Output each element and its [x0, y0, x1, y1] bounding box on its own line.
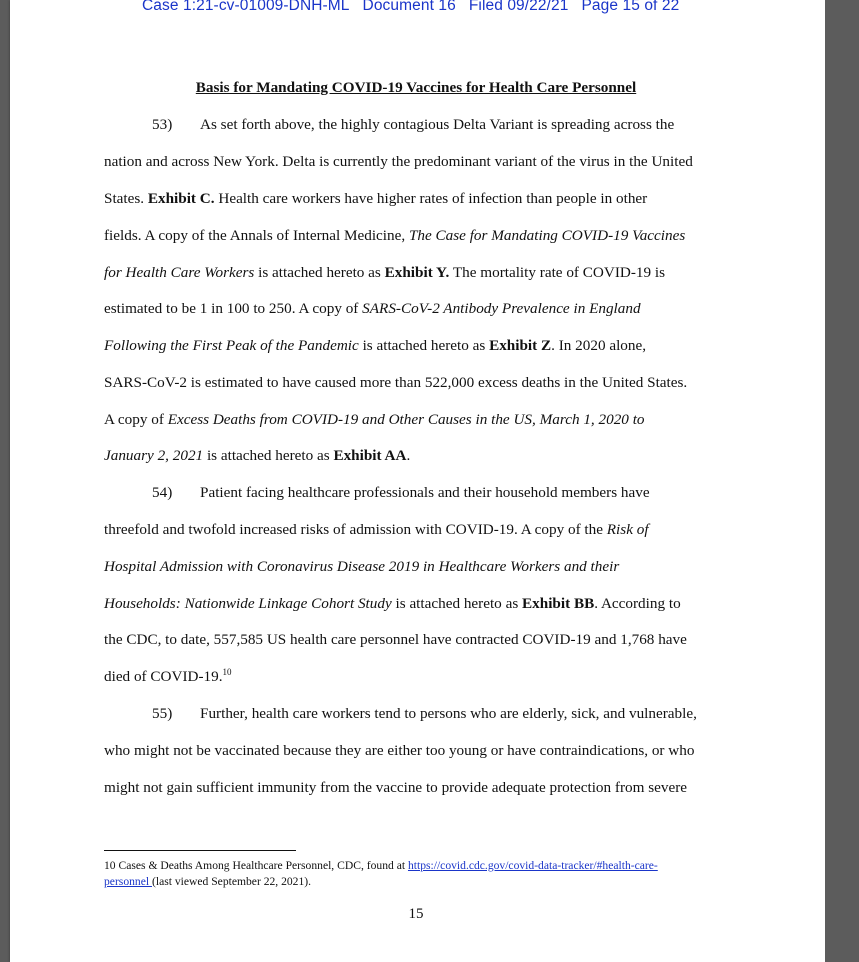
text: Patient facing healthcare professionals and their household members have — [200, 484, 650, 501]
text: fields. A copy of the Annals of Internal Medicine, — [104, 227, 409, 244]
exhibit-aa-ref: Exhibit AA — [333, 447, 407, 464]
paragraph-54-line-4 — [104, 595, 681, 613]
paragraph-54-line-6 — [104, 668, 232, 686]
text: As set forth above, the highly contagious Delta Variant is spreading across the — [200, 116, 675, 133]
exhibit-bb-ref: Exhibit BB — [522, 595, 595, 612]
text: is attached hereto as — [391, 595, 523, 612]
text: Health care workers have higher rates of infection than people in other — [214, 190, 648, 207]
text: Further, health care workers tend to persons who are elderly, sick, and vulnerable, — [200, 705, 697, 722]
text: died of COVID-19. — [104, 668, 223, 685]
paragraph-53-line-7 — [104, 337, 646, 355]
citation-title: Excess Deaths from COVID-19 and Other Causes in the US, March 1, 2020 to — [167, 411, 645, 428]
text: States. — [104, 190, 148, 207]
citation-title: January 2, 2021 — [104, 447, 204, 464]
text: who might not be vaccinated because they are either too young or have contraindications, or who — [104, 742, 695, 759]
paragraph-53-line-3 — [104, 190, 647, 208]
paragraph-number: 53) — [152, 116, 173, 133]
text: The mortality rate of COVID-19 is — [449, 264, 666, 281]
text: is attached hereto as — [254, 264, 385, 281]
text: . In 2020 alone, — [551, 337, 647, 354]
exhibit-z-ref: Exhibit Z — [489, 337, 552, 354]
paragraph-53-line-6 — [104, 300, 641, 318]
paragraph-number: 54) — [152, 484, 173, 501]
paragraph-55-line-2 — [104, 742, 694, 760]
paragraph-number: 55) — [152, 705, 173, 722]
footnote-text: (last viewed September 22, 2021). — [151, 875, 312, 888]
text: . — [406, 447, 411, 464]
paragraph-55-line-1 — [152, 705, 697, 723]
text: is attached hereto as — [203, 447, 334, 464]
ecf-header-stamp — [142, 0, 692, 15]
paragraph-54-line-1 — [152, 484, 650, 502]
exhibit-c-ref: Exhibit C. — [147, 190, 215, 207]
paragraph-53-line-2 — [104, 153, 693, 171]
viewer-gutter — [825, 0, 859, 962]
citation-title: for Health Care Workers — [104, 264, 255, 281]
paragraph-54-line-5 — [104, 631, 687, 649]
citation-title: Hospital Admission with Coronavirus Disease 2019 in Healthcare Workers and their — [104, 558, 620, 575]
text: nation and across New York. Delta is currently the predominant variant of the virus in the United — [104, 153, 693, 170]
paragraph-53-line-4 — [104, 227, 685, 245]
citation-title: Risk of — [606, 521, 649, 538]
page-indicator: Page 15 of 22 — [581, 0, 680, 14]
footnote-link-continued[interactable]: personnel — [104, 875, 152, 888]
footnote-divider — [104, 850, 296, 851]
footnote-link[interactable]: https://covid.cdc.gov/covid-data-tracker/#health-care- — [407, 859, 658, 872]
text: might not gain sufficient immunity from the vaccine to provide adequate protection from severe — [104, 779, 687, 796]
text: is attached hereto as — [358, 337, 490, 354]
paragraph-53-line-5 — [104, 264, 665, 282]
paragraph-53-line-1 — [152, 116, 674, 134]
paragraph-55-line-3 — [104, 779, 687, 797]
footnote-marker[interactable]: 10 — [222, 667, 232, 677]
page-number: 15 — [408, 906, 424, 922]
exhibit-y-ref: Exhibit Y. — [384, 264, 450, 281]
document-number: Document 16 — [362, 0, 456, 14]
text: . According to — [594, 595, 681, 612]
filed-date: Filed 09/22/21 — [468, 0, 569, 14]
footnote-line-2 — [104, 875, 311, 888]
text: threefold and twofold increased risks of admission with COVID-19. A copy of the — [104, 521, 607, 538]
paragraph-54-line-3 — [104, 558, 619, 576]
footnote-line-1 — [104, 859, 658, 872]
citation-title: Following the First Peak of the Pandemic — [104, 337, 359, 354]
paragraph-54-line-2 — [104, 521, 649, 539]
text: A copy of — [104, 411, 168, 428]
paragraph-53-line-10 — [104, 447, 410, 465]
document-page — [10, 0, 825, 962]
citation-title: Households: Nationwide Linkage Cohort Study — [104, 595, 392, 612]
text: the CDC, to date, 557,585 US health care personnel have contracted COVID-19 and 1,768 have — [104, 631, 687, 648]
footnote-text: 10 Cases & Deaths Among Healthcare Personnel, CDC, found at — [104, 859, 408, 872]
citation-title: SARS-CoV-2 Antibody Prevalence in England — [362, 300, 641, 317]
text: SARS-CoV-2 is estimated to have caused more than 522,000 excess deaths in the United States. — [104, 374, 688, 391]
paragraph-53-line-8 — [104, 374, 687, 392]
paragraph-53-line-9 — [104, 411, 645, 429]
section-heading: Basis for Mandating COVID-19 Vaccines for Health Care Personnel — [195, 79, 637, 96]
citation-title: The Case for Mandating COVID-19 Vaccines — [408, 227, 686, 244]
text: estimated to be 1 in 100 to 250. A copy of — [104, 300, 363, 317]
case-number: Case 1:21-cv-01009-DNH-ML — [142, 0, 350, 14]
